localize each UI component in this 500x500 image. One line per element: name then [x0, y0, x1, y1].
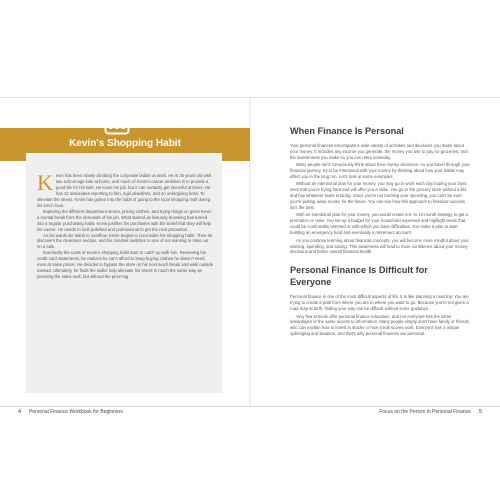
running-footer: Personal Finance Workbook for Beginners	[29, 409, 123, 415]
body-paragraph: As you continue learning about financial concepts, you will become more mindful about your earning, spending, and saving. This awareness will lead to more confidence about your money decisions and better overall financial health.	[290, 237, 469, 255]
body-paragraph: Very few schools offer personal finance education, and not everyone has the same advantages or the same access to information. Many people simply don't have family or friends who can explain how to invest in stocks or how credit scores work. Everyone has a unique upbringing and situation, and that's why personal finances are personal.	[290, 313, 469, 337]
sidebar-title: Kevin's Shopping Habit	[69, 138, 181, 149]
book-spread	[0, 97, 500, 407]
sidebar-paragraph: As his wardrobe starts to overflow, Kevin begins to reconsider his shopping habit. Then he discovers the clearance section, and his mindset switches to one of not wanting to miss out on a sale.	[37, 232, 213, 250]
body-paragraph: Personal finance is one of the most difficult aspects of life. It is like planning a road trip: You are trying to create a path from where you are to where you want to go. Because you're not given a road map at birth, finding your way can be difficult without some guidance.	[290, 294, 469, 312]
dropcap: K	[37, 170, 53, 195]
body-paragraph: Your personal finances encompass a wide variety of activities and decisions you make about your money. It includes any income you generate, the money you use to pay for groceries, and the investments you make so you can retire someday.	[290, 143, 468, 160]
left-footer	[18, 409, 123, 415]
calculator-icon	[97, 103, 137, 139]
body-paragraph: Without an intentional plan for your money, you may go to work each day hoping your boss sees that you're trying hard and will offer you a raise. You go to the grocery store without a list and buy whatever looks enticing. Since you're not tracking your spending, you can't be sure you're putting away money for the future. You can see how this approach to financial success isn't the best.	[290, 181, 467, 211]
page-number: 4	[18, 409, 22, 415]
right-footer	[379, 409, 482, 415]
sidebar-paragraph: Kevin has been slowly climbing the corporate ladder at work. He is 35 years old with two school-age kids at home, and much of Kevin's career ambition is to provide a good life for his kids. He loves his job, but it can certainly get stressful at times. He has 12 associates reporting to him, rigid deadlines, and an unforgiving boss. To alleviate the stress, Kevin has gotten into the habit of going to the local shopping mall during his lunch hour.	[37, 170, 212, 208]
page-number: 5	[478, 409, 482, 415]
sidebar-paragraph: Exploring the different department stores, pricing clothes, and trying things on gives Kevin a mental break from the demands of his job. What started as leisurely browsing has turned into a regular purchasing habit. Kevin justifies his purchases with the belief that they will help his career. He needs to look polished and professional to get the next promotion.	[37, 208, 212, 232]
section-body	[290, 294, 470, 337]
sidebar-body	[37, 170, 214, 280]
body-paragraph: With an intentional plan for your money, you would create a 6- to 12-month strategy to get a promotion or raise. You set up a budget for your household expenses and highlight areas that could be comfortably trimmed or with which you have difficulties. You make a plan to start building an emergency fund and eventually a retirement account.	[290, 212, 468, 236]
section-body	[290, 143, 470, 255]
sidebar-paragraph: Eventually the costs of Kevin's shopping habit start to catch up with him. Reviewing his credit card statements, he realizes he can't afford to keep buying clothes he doesn't need, even at sales prices. He decides to bypass the store on his next lunch break and walk outside instead. Ultimately, he finds the walks help alleviate his stress in much the same way as perusing the sales rack, but without the price tag.	[37, 250, 214, 280]
section-heading: When Finance Is Personal	[290, 126, 404, 136]
body-paragraph: Many people don't consciously think about their money decisions. As you travel through your financial journey, try to be intentional with your money by thinking about how your habits may affect you in the long run. Let's look at some examples.	[290, 162, 470, 180]
right-page	[290, 125, 470, 337]
section-heading: Personal Finance Is Difficult for Everyone	[290, 265, 428, 288]
running-footer: Focus on the Person in Personal Finance	[379, 409, 471, 415]
